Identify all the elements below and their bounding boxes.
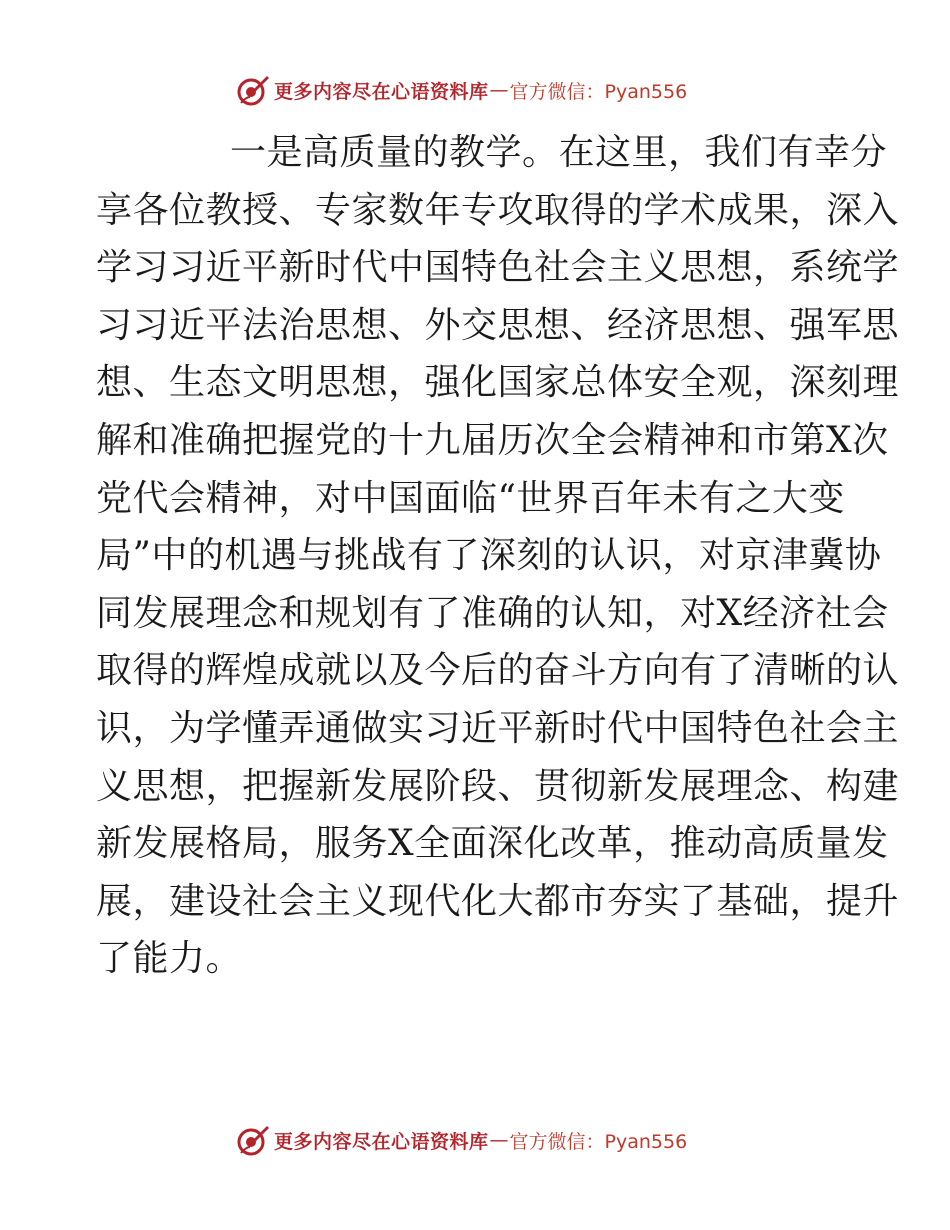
watermark-contact-text: 官方微信：Pyan556 (509, 1130, 688, 1153)
paragraph-line: 学习习近平新时代中国特色社会主义思想，系统学 (96, 247, 900, 289)
watermark-brand-text: 更多内容尽在心语资料库 (274, 1130, 489, 1153)
paragraph-line: 展，建设社会主义现代化大都市夯实了基础，提升 (96, 880, 900, 922)
header-watermark (236, 72, 687, 108)
paragraph-line: 局”中的机遇与挑战有了深刻的认识，对京津冀协 (96, 535, 882, 577)
watermark-separator: — (489, 1129, 509, 1151)
paragraph-line: 了能力。 (96, 938, 243, 980)
paragraph-line: 同发展理念和规划有了准确的认知，对X经济社会 (96, 592, 889, 634)
paragraph-line: 取得的辉煌成就以及今后的奋斗方向有了清晰的认 (96, 650, 900, 692)
quill-logo-icon (236, 73, 270, 107)
body-paragraph (96, 124, 900, 988)
watermark-separator: — (489, 79, 509, 101)
quill-logo-icon (236, 1123, 270, 1157)
paragraph-line: 享各位教授、专家数年专攻取得的学术成果，深入 (96, 189, 900, 231)
footer-watermark (236, 1122, 687, 1158)
paragraph-line: 想、生态文明思想，强化国家总体安全观，深刻理 (96, 362, 900, 404)
paragraph-line: 义思想，把握新发展阶段、贯彻新发展理念、构建 (96, 765, 900, 807)
paragraph-line: 新发展格局，服务X全面深化改革，推动高质量发 (96, 823, 889, 865)
paragraph-line: 党代会精神，对中国面临“世界百年未有之大变 (96, 477, 845, 519)
watermark-contact-text: 官方微信：Pyan556 (509, 80, 688, 103)
paragraph-line: 一是高质量的教学。在这里，我们有幸分 (230, 132, 888, 173)
paragraph-line: 习习近平法治思想、外交思想、经济思想、强军思 (96, 304, 900, 346)
paragraph-line: 识，为学懂弄通做实习近平新时代中国特色社会主 (96, 707, 900, 749)
watermark-brand-text: 更多内容尽在心语资料库 (274, 80, 489, 103)
paragraph-line: 解和准确把握党的十九届历次全会精神和市第X次 (96, 419, 889, 461)
